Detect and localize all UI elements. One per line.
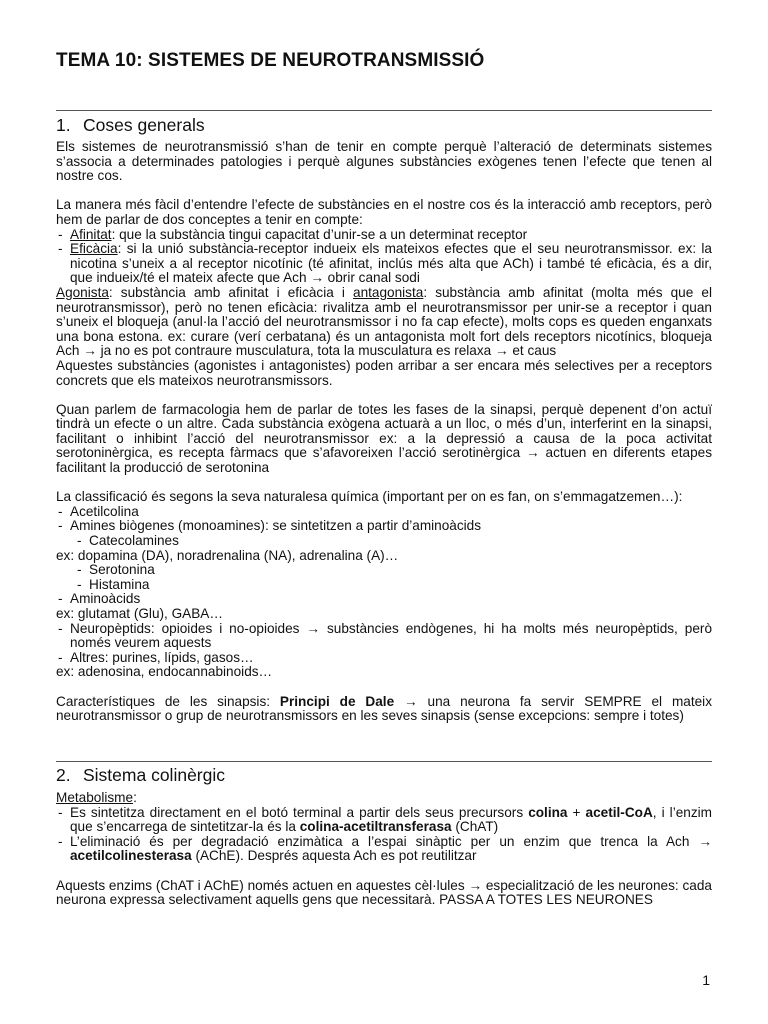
list-item: - Neuropèptids: opioides i no-opioides → substàncies endògenes, hi ha molts més neuropèptids, però només veurem aquests [56,622,712,651]
term-principi-dale: Principi de Dale [279,693,395,709]
section-divider [56,761,712,762]
term-afinitat: Afinitat [70,226,112,242]
sub-list-item: - Histamina [56,578,712,593]
term-antagonista: antagonista [353,284,424,300]
list-item: - Amines biògenes (monoamines): se sintetitzen a partir d’aminoàcids [56,519,712,534]
example-line: ex: adenosina, endocannabinoids… [56,664,273,680]
section-number: 1. [56,115,71,135]
example-line: ex: glutamat (Glu), GABA… [56,606,223,621]
sub-list-item: - Catecolamines [56,534,712,549]
section-2-body [56,791,712,908]
list-item: - Altres: purines, lípids, gasos… [56,651,712,666]
section-1-body [56,140,712,724]
section-title: Coses generals [83,115,205,135]
example-line: ex: dopamina (DA), noradrenalina (NA), adrenalina (A)… [56,547,399,563]
page-number: 1 [702,972,710,988]
classification-intro: La classificació és segons la seva naturalesa química (important per on es fan, on s’emmagatzemen…): [56,489,683,505]
list-item-eliminacio: - L’eliminació és per degradació enzimàtica a l’espai sinàptic per un enzim que trenca la Ach → acetilcolinesterasa (AChE). Després aquesta Ach es pot reutilitzar [56,835,712,864]
paragraph-dale: Característiques de les sinapsis: Principi de Dale → una neurona fa servir SEMPRE el mateix neurotransmissor o grup de neurotransmissors en les seves sinapsis (sense excepcions: sempre i totes) [56,693,713,724]
section-heading-1 [56,115,205,136]
paragraph: Els sistemes de neurotransmissió s’han de tenir en compte perquè l’alteració de determinats sistemes s’associa a determinades patologies i perquè algunes substàncies exògenes tenen l’efecte que tenen al nostre cos. [56,139,712,184]
list-item-eficacia: - Eficàcia: si la unió substància-receptor indueix els mateixos efectes que el seu neurotransmissor. ex: la nicotina s’uneix a al receptor nicotínic (té afinitat, inclús més alta que ACh) i també té eficàcia, és a dir, que indueix/té el mateix afecte que Ach → obrir canal sodi [56,242,712,286]
list-item-sintesi: - Es sintetitza directament en el botó terminal a partir dels seus precursors colina + acetil-CoA, i l’enzim que s’encarrega de sintetitzar-la és la colina-acetiltransferasa (ChAT) [56,806,712,835]
section-number: 2. [56,765,71,785]
list-item-afinitat: - Afinitat: que la substància tingui capacitat d’unir-se a un determinat receptor [56,228,712,243]
metabolisme-label: Metabolisme: [56,790,137,805]
list-item: - Aminoàcids [56,592,712,607]
list-item: - Acetilcolina [56,505,712,520]
section-divider [56,110,712,111]
paragraph: Quan parlem de farmacologia hem de parlar de totes les fases de la sinapsi, perquè depenent d’on actuï tindrà un efecte o un altre. Cada substància exògena actuarà a un lloc, o més d’un, interferint en la sinapsi, facilitant o inhibint l’acció del neurotransmissor ex: a la depressió a causa de la poca activitat serotoninèrgica, es recepta fàrmacs que s’afavoreixen l’acció serotinèrgica → actuen en diferents etapes facilitant la producció de serotonina [56,401,712,476]
document-title: TEMA 10: SISTEMES DE NEUROTRANSMISSIÓ [56,50,485,71]
term-agonista: Agonista [56,284,109,300]
term-eficacia: Eficàcia [70,241,118,257]
paragraph: Aquestes substàncies (agonistes i antagonistes) poden arribar a ser encara més selectives per a receptors concrets que els mateixos neurotransmissors. [56,357,712,388]
section-title: Sistema colinèrgic [83,765,225,785]
section-heading-2 [56,765,225,786]
sub-list-item: - Serotonina [56,563,712,578]
paragraph-agonista: Agonista: substància amb afinitat i eficàcia i antagonista: substància amb afinitat (molta més que el neurotransmissor), però no tenen eficàcia: rivalitza amb el neurotransmissor per unir-se a receptor i quan s’uneix el bloqueja (anul·la l’acció del neurotransmissor i no fa cap efecte), molts cops es queden enganxats una bona estona. ex: curare (verí cerbatana) és un antagonista molt fort dels receptors nicotínics, bloqueja Ach → ja no es pot contraure musculatura, tota la musculatura es relaxa → et caus [56,284,712,359]
paragraph: La manera més fàcil d’entendre l’efecte de substàncies en el nostre cos és la interacció amb receptors, però hem de parlar de dos conceptes a tenir en compte: [56,197,712,227]
paragraph: Aquests enzims (ChAT i AChE) només actuen en aquestes cèl·lules → especialització de les neurones: cada neurona expressa selectivament aquells gens que necessitarà. PASSA A TOTES LES NEURONES [56,877,712,908]
